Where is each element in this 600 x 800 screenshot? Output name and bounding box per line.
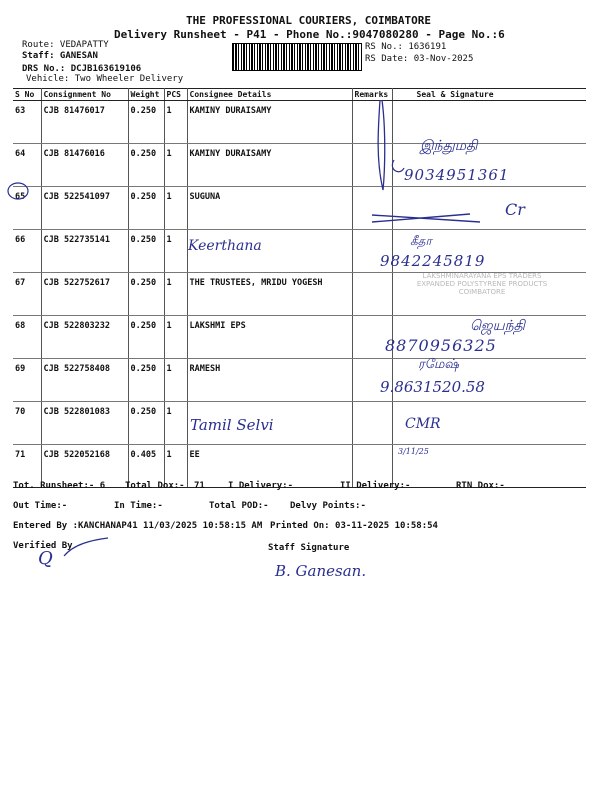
row-weight: 0.250 (128, 402, 164, 445)
circled-row-mark (8, 183, 28, 199)
route-label: Route: VEDAPATTY (22, 40, 109, 50)
row-sno: 63 (13, 101, 41, 144)
col-seal-signature: Seal & Signature (392, 89, 586, 101)
row-consignee: THE TRUSTEES, MRIDU YOGESH (187, 273, 352, 316)
row-sno: 65 (13, 187, 41, 230)
sig66-phone: 9842245819 (380, 252, 486, 270)
staff-signature-label: Staff Signature (268, 543, 350, 553)
company-stamp (382, 272, 582, 300)
row-sno: 67 (13, 273, 41, 316)
i-delivery-label: I Delivery:- (228, 481, 294, 491)
row-sno: 64 (13, 144, 41, 187)
row-consignee: RAMESH (187, 359, 352, 402)
vehicle-label: Vehicle: Two Wheeler Delivery (26, 74, 184, 84)
col-pcs: PCS (164, 89, 187, 101)
row-pcs: 1 (164, 101, 187, 144)
sig71-mark: CMR (405, 416, 441, 432)
ii-delivery-label: II Delivery:- (340, 481, 411, 491)
row-consignee: KAMINY DURAISAMY (187, 101, 352, 144)
col-consignee: Consignee Details (187, 89, 352, 101)
sig69-name: ரமேஷ் (418, 357, 459, 372)
sig64-name: இந்துமதி (420, 138, 478, 154)
row-pcs: 1 (164, 359, 187, 402)
sig68-name: ஜெயந்தி (470, 318, 526, 334)
tot-runsheet: Tot. Runsheet:- 6 (13, 481, 106, 491)
row-consignee: LAKSHMI EPS (187, 316, 352, 359)
row-sno: 71 (13, 445, 41, 488)
verified-signature: Q (38, 548, 53, 569)
row-weight: 0.250 (128, 316, 164, 359)
row-sno: 69 (13, 359, 41, 402)
row-weight: 0.250 (128, 101, 164, 144)
total-pod-label: Total POD:- (209, 501, 269, 511)
row-consignment: CJB 81476017 (41, 101, 128, 144)
row-weight: 0.405 (128, 445, 164, 488)
sig70-consignee: Tamil Selvi (190, 416, 274, 434)
row-pcs: 1 (164, 316, 187, 359)
row-consignment: CJB 522541097 (41, 187, 128, 230)
delvy-points-label: Delvy Points:- (290, 501, 366, 511)
row-consignee: SUGUNA (187, 187, 352, 230)
row-pcs: 1 (164, 144, 187, 187)
row-consignment: CJB 522752617 (41, 273, 128, 316)
sig68-phone: 8870956325 (385, 336, 497, 355)
entered-by: Entered By :KANCHANAP41 11/03/2025 10:58:15 AM (13, 521, 263, 531)
verified-by-label: Verified By (13, 541, 73, 551)
sig65-mark: Cr (505, 200, 525, 219)
bracket-stroke (378, 100, 385, 190)
row-consignment: CJB 522052168 (41, 445, 128, 488)
struck-out-text (372, 214, 480, 222)
sig66-consignee: Keerthana (188, 238, 262, 254)
row-pcs: 1 (164, 445, 187, 488)
row-consignment: CJB 522801083 (41, 402, 128, 445)
row-weight: 0.250 (128, 273, 164, 316)
row-pcs: 1 (164, 230, 187, 273)
staff-label: Staff: GANESAN (22, 51, 98, 61)
sig64-phone: 9034951361 (404, 166, 510, 184)
staff-signature: B. Ganesan. (275, 562, 367, 580)
row-pcs: 1 (164, 402, 187, 445)
total-dox-value: 71 (194, 481, 205, 491)
loop-stroke (392, 160, 404, 172)
col-weight: Weight (128, 89, 164, 101)
sig71-date: 3/11/25 (398, 447, 429, 456)
drs-number: DRS No.: DCJB163619106 (22, 64, 142, 74)
row-weight: 0.250 (128, 359, 164, 402)
total-dox-label: Total Dox:- (125, 481, 185, 491)
row-weight: 0.250 (128, 187, 164, 230)
row-consignment: CJB 522735141 (41, 230, 128, 273)
sig69-phone: 9.8631520.58 (380, 378, 485, 396)
col-remarks: Remarks (352, 89, 392, 101)
row-consignment: CJB 522803232 (41, 316, 128, 359)
in-time-label: In Time:- (114, 501, 163, 511)
row-sno: 70 (13, 402, 41, 445)
row-weight: 0.250 (128, 144, 164, 187)
row-pcs: 1 (164, 273, 187, 316)
row-pcs: 1 (164, 187, 187, 230)
sig66-name: கீதா (410, 234, 432, 248)
col-sno: S No (13, 89, 41, 101)
runsheet-title: Delivery Runsheet - P41 - Phone No.:9047080280 - Page No.:6 (114, 28, 505, 41)
row-weight: 0.250 (128, 230, 164, 273)
row-consignee: KAMINY DURAISAMY (187, 144, 352, 187)
row-sno: 66 (13, 230, 41, 273)
rs-number: RS No.: 1636191 (365, 42, 447, 52)
company-title: THE PROFESSIONAL COURIERS, COIMBATORE (186, 14, 432, 27)
out-time-label: Out Time:- (13, 501, 68, 511)
rtn-dox-label: RTN Dox:- (456, 481, 505, 491)
stamp-line-1: LAKSHMINARAYANA EPS TRADERS (422, 272, 542, 280)
printed-on: Printed On: 03-11-2025 10:58:54 (270, 521, 438, 531)
stamp-line-3: COIMBATORE (458, 288, 506, 296)
row-consignment: CJB 522758408 (41, 359, 128, 402)
col-consignment: Consignment No (41, 89, 128, 101)
row-consignee: EE (187, 445, 352, 488)
row-consignment: CJB 81476016 (41, 144, 128, 187)
stamp-line-2: EXPANDED POLYSTYRENE PRODUCTS (416, 280, 548, 288)
row-sno: 68 (13, 316, 41, 359)
rs-date: RS Date: 03-Nov-2025 (365, 54, 474, 64)
